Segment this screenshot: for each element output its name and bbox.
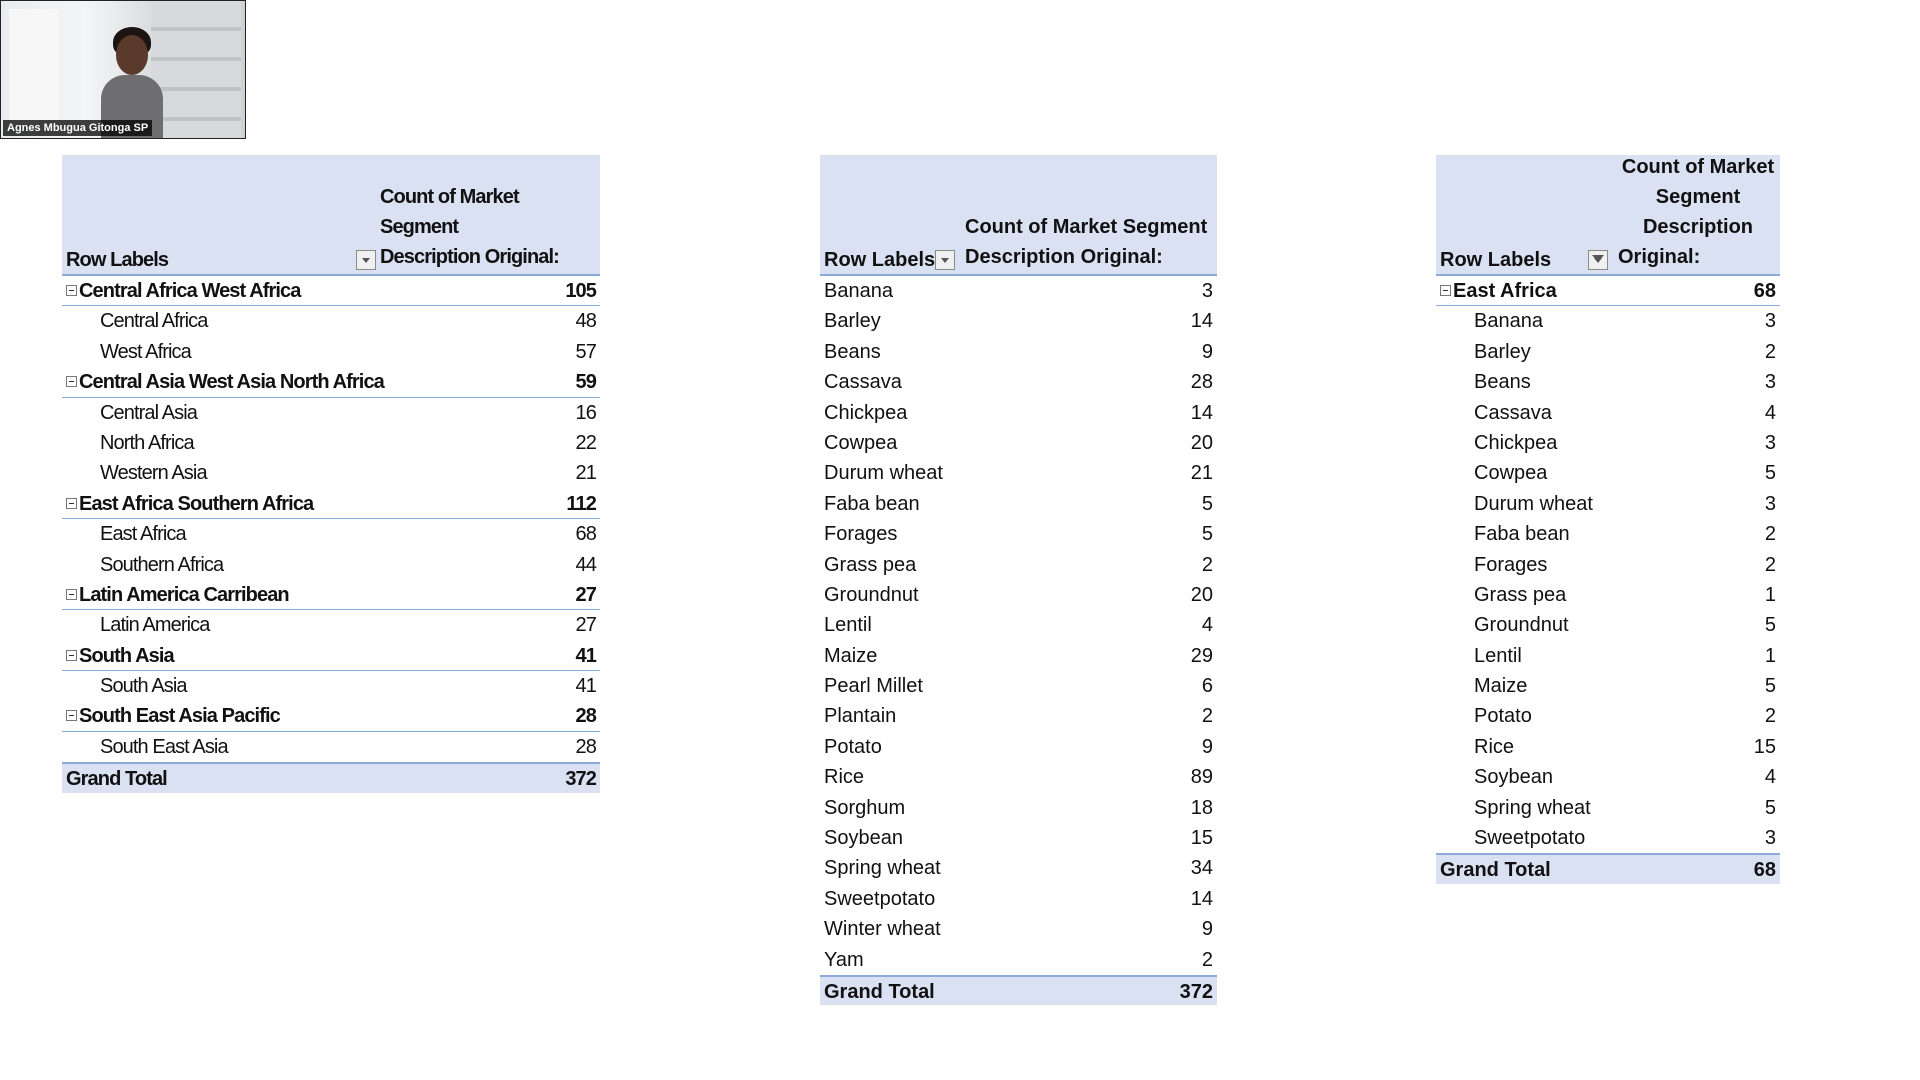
sub-row[interactable] (62, 428, 600, 458)
row-value: 4 (1201, 614, 1213, 637)
row-value: 28 (575, 705, 596, 728)
row-labels-header: Row Labels (66, 249, 169, 271)
crop-row[interactable] (1436, 610, 1780, 640)
crop-row[interactable] (1436, 398, 1780, 428)
row-label: Cowpea (824, 431, 898, 454)
background-shelf (151, 1, 241, 139)
count-header: Count of Market Segment Description Original: (965, 216, 1208, 268)
row-value: 4 (1764, 766, 1776, 789)
crop-row[interactable] (820, 853, 1217, 883)
row-value: 41 (575, 644, 596, 667)
crop-row[interactable] (1436, 428, 1780, 458)
sub-row[interactable] (62, 398, 600, 428)
row-value: 21 (575, 462, 596, 485)
row-label: Rice (1474, 735, 1515, 758)
row-value: 14 (1190, 401, 1213, 424)
row-label: South East Asia Pacific (79, 705, 280, 728)
row-value: 3 (1201, 280, 1213, 302)
crop-row[interactable] (1436, 762, 1780, 792)
row-value: 15 (1753, 735, 1776, 758)
pivot-header (1436, 155, 1780, 276)
crop-row[interactable] (820, 337, 1217, 367)
row-labels-header: Row Labels (824, 249, 936, 271)
row-label: Latin America (100, 614, 210, 637)
row-label: East Africa Southern Africa (79, 492, 314, 515)
row-label: Durum wheat (824, 462, 943, 485)
grand-total-row: Grand Total 372 (62, 762, 600, 792)
row-label: Groundnut (1474, 614, 1569, 637)
group-row[interactable] (62, 701, 600, 731)
row-label: Cassava (824, 371, 902, 394)
collapse-icon[interactable] (1440, 285, 1451, 296)
crop-row[interactable] (1436, 580, 1780, 610)
row-label: Cassava (1474, 401, 1552, 424)
row-value: 9 (1201, 918, 1213, 941)
sub-row[interactable] (62, 337, 600, 367)
row-label: Banana (1474, 310, 1543, 333)
crop-row[interactable] (820, 580, 1217, 610)
row-value: 105 (565, 280, 596, 302)
crop-row[interactable] (1436, 337, 1780, 367)
pivot-body (62, 276, 600, 762)
row-value: 34 (1190, 857, 1213, 880)
row-value: 22 (575, 431, 596, 454)
row-value: 2 (1764, 705, 1776, 728)
row-value: 20 (1190, 583, 1213, 606)
row-value: 28 (1190, 371, 1213, 394)
row-label: Potato (824, 735, 882, 758)
row-value: 2 (1201, 948, 1213, 971)
collapse-icon[interactable] (66, 650, 77, 661)
pivot-header (62, 155, 600, 276)
row-value: 5 (1764, 675, 1776, 698)
row-label: Sweetpotato (1474, 827, 1586, 850)
grand-total-row: Grand Total 68 (1436, 853, 1780, 883)
count-header: Count of Market Segment Description Original: (1618, 156, 1775, 268)
crop-row[interactable] (820, 519, 1217, 549)
row-value: 5 (1764, 614, 1776, 637)
row-labels-filter-applied-icon[interactable] (1588, 250, 1608, 270)
row-label: Spring wheat (1474, 796, 1591, 819)
group-row[interactable] (62, 580, 600, 610)
row-value: 14 (1190, 310, 1213, 333)
row-label: Central Africa West Africa (79, 280, 301, 302)
crop-row[interactable] (1436, 732, 1780, 762)
crop-row[interactable] (1436, 458, 1780, 488)
row-label: South Asia (79, 644, 174, 667)
row-value: 112 (566, 492, 596, 515)
crop-row[interactable] (1436, 671, 1780, 701)
row-value: 2 (1764, 523, 1776, 546)
row-label: Beans (824, 340, 881, 363)
row-value: 6 (1201, 675, 1213, 698)
row-value: 21 (1190, 462, 1213, 485)
row-label: Forages (1474, 553, 1548, 576)
crop-row[interactable] (1436, 519, 1780, 549)
collapse-icon[interactable] (66, 710, 77, 721)
row-label: Western Asia (100, 462, 207, 485)
row-label: Beans (1474, 371, 1531, 394)
row-label: Sorghum (824, 796, 906, 819)
row-value: 14 (1190, 887, 1213, 910)
row-label: Yam (824, 948, 864, 971)
row-value: 5 (1764, 462, 1776, 485)
row-label: Pearl Millet (824, 675, 923, 698)
row-value: 68 (575, 523, 596, 546)
row-value: 2 (1764, 340, 1776, 363)
pivot-body (820, 276, 1217, 975)
row-label: Maize (1474, 675, 1528, 698)
crop-row[interactable] (820, 884, 1217, 914)
crop-row[interactable] (1436, 306, 1780, 336)
crop-row[interactable] (820, 671, 1217, 701)
collapse-icon[interactable] (66, 498, 77, 509)
pivot-table-crops[interactable] (820, 155, 1217, 1005)
crop-row[interactable] (820, 276, 1217, 306)
crop-row[interactable] (820, 458, 1217, 488)
row-value: 28 (575, 735, 596, 758)
row-value: 5 (1201, 492, 1213, 515)
row-value: 41 (575, 675, 596, 698)
crop-row[interactable] (1436, 793, 1780, 823)
row-value: 44 (575, 553, 596, 576)
row-value: 9 (1201, 340, 1213, 363)
row-value: 27 (575, 583, 596, 606)
row-value: 4 (1764, 401, 1776, 424)
crop-row[interactable] (1436, 489, 1780, 519)
crop-row[interactable] (820, 701, 1217, 731)
row-label: Faba bean (824, 492, 920, 515)
row-label: Durum wheat (1474, 492, 1593, 515)
crop-row[interactable] (820, 762, 1217, 792)
group-row[interactable]: East Africa 68 (1436, 276, 1780, 306)
row-label: Forages (824, 523, 898, 546)
row-label: Central Africa (100, 310, 208, 333)
row-label: Plantain (824, 705, 897, 728)
grand-total-row: Grand Total 372 (820, 975, 1217, 1005)
row-value: 3 (1764, 827, 1776, 850)
crop-row[interactable] (820, 550, 1217, 580)
group-row[interactable] (62, 367, 600, 397)
row-label: South Asia (100, 675, 187, 698)
row-value: 18 (1190, 796, 1213, 819)
row-label: Latin America Carribean (79, 583, 289, 606)
row-value: 1 (1764, 644, 1776, 667)
crop-row[interactable] (820, 914, 1217, 944)
sub-row[interactable] (62, 671, 600, 701)
crop-row[interactable] (1436, 823, 1780, 853)
row-label: Central Asia West Asia North Africa (79, 371, 384, 394)
group-row[interactable] (62, 276, 600, 306)
row-value: 5 (1201, 523, 1213, 546)
row-value: 20 (1190, 431, 1213, 454)
row-label: Winter wheat (824, 918, 941, 941)
row-label: Barley (1474, 340, 1531, 363)
sub-row[interactable] (62, 610, 600, 640)
crop-row[interactable] (820, 732, 1217, 762)
row-value: 2 (1201, 705, 1213, 728)
crop-row[interactable] (820, 945, 1217, 975)
crop-row[interactable] (820, 428, 1217, 458)
group-row[interactable] (62, 641, 600, 671)
row-label: East Africa (100, 523, 186, 546)
row-label: Rice (824, 766, 865, 789)
count-header: Count of Market Segment Description Original: (380, 186, 559, 268)
row-value: 57 (575, 340, 596, 363)
sub-row[interactable] (62, 458, 600, 488)
row-value: 1 (1764, 583, 1776, 606)
row-value: 3 (1764, 431, 1776, 454)
crop-row[interactable] (820, 793, 1217, 823)
row-label: Groundnut (824, 583, 919, 606)
group-row[interactable] (62, 489, 600, 519)
row-label: Maize (824, 644, 878, 667)
background-window (9, 9, 59, 129)
row-label: South East Asia (100, 735, 228, 758)
row-value: 2 (1201, 553, 1213, 576)
pivot-table-regions[interactable] (62, 155, 600, 793)
pivot-header (820, 155, 1217, 276)
crop-row[interactable] (820, 306, 1217, 336)
sub-row[interactable] (62, 519, 600, 549)
row-label: Central Asia (100, 401, 198, 424)
pivot-table-east-africa[interactable] (1436, 155, 1780, 884)
participant-video-tile[interactable] (0, 0, 246, 139)
sub-row[interactable] (62, 306, 600, 336)
row-label: Lentil (1474, 644, 1522, 667)
row-value: 48 (575, 310, 596, 333)
collapse-icon[interactable] (66, 285, 77, 296)
row-label: North Africa (100, 431, 194, 454)
row-label: Grass pea (824, 553, 917, 576)
row-label: Chickpea (1474, 431, 1558, 454)
crop-row[interactable] (1436, 641, 1780, 671)
collapse-icon[interactable] (66, 376, 77, 387)
row-labels-filter-dropdown[interactable] (356, 250, 376, 270)
crop-row[interactable] (820, 823, 1217, 853)
row-value: 15 (1190, 827, 1213, 850)
crop-row[interactable] (820, 610, 1217, 640)
row-labels-filter-dropdown[interactable] (935, 250, 955, 270)
row-label: Potato (1474, 705, 1532, 728)
row-label: Spring wheat (824, 857, 941, 880)
row-label: Cowpea (1474, 462, 1548, 485)
crop-row[interactable] (1436, 701, 1780, 731)
collapse-icon[interactable] (66, 589, 77, 600)
crop-row[interactable] (820, 367, 1217, 397)
row-label: Barley (824, 310, 881, 333)
row-value: 27 (575, 614, 596, 637)
row-value: 16 (575, 401, 596, 424)
row-value: 3 (1764, 492, 1776, 515)
row-label: Grass pea (1474, 583, 1567, 606)
row-label: Soybean (824, 827, 903, 850)
row-value: 89 (1190, 766, 1213, 789)
row-labels-header: Row Labels (1440, 249, 1552, 271)
crop-row[interactable] (820, 398, 1217, 428)
row-value: 2 (1764, 553, 1776, 576)
row-label: West Africa (100, 340, 191, 363)
crop-row[interactable] (820, 641, 1217, 671)
participant-name-label: Agnes Mbugua Gitonga SP (3, 120, 152, 136)
row-value: 59 (575, 371, 596, 394)
row-label: Banana (824, 280, 893, 302)
row-label: Sweetpotato (824, 887, 936, 910)
row-label: Faba bean (1474, 523, 1570, 546)
row-label: Soybean (1474, 766, 1553, 789)
row-value: 9 (1201, 735, 1213, 758)
row-value: 3 (1764, 310, 1776, 333)
sub-row[interactable] (62, 732, 600, 762)
sub-row[interactable] (62, 550, 600, 580)
crop-row[interactable] (1436, 367, 1780, 397)
pivot-body (1436, 306, 1780, 853)
row-value: 29 (1190, 644, 1213, 667)
crop-row[interactable] (820, 489, 1217, 519)
row-label: Lentil (824, 614, 872, 637)
row-label: Chickpea (824, 401, 908, 424)
crop-row[interactable] (1436, 550, 1780, 580)
row-value: 3 (1764, 371, 1776, 394)
row-label: Southern Africa (100, 553, 224, 576)
row-value: 5 (1764, 796, 1776, 819)
